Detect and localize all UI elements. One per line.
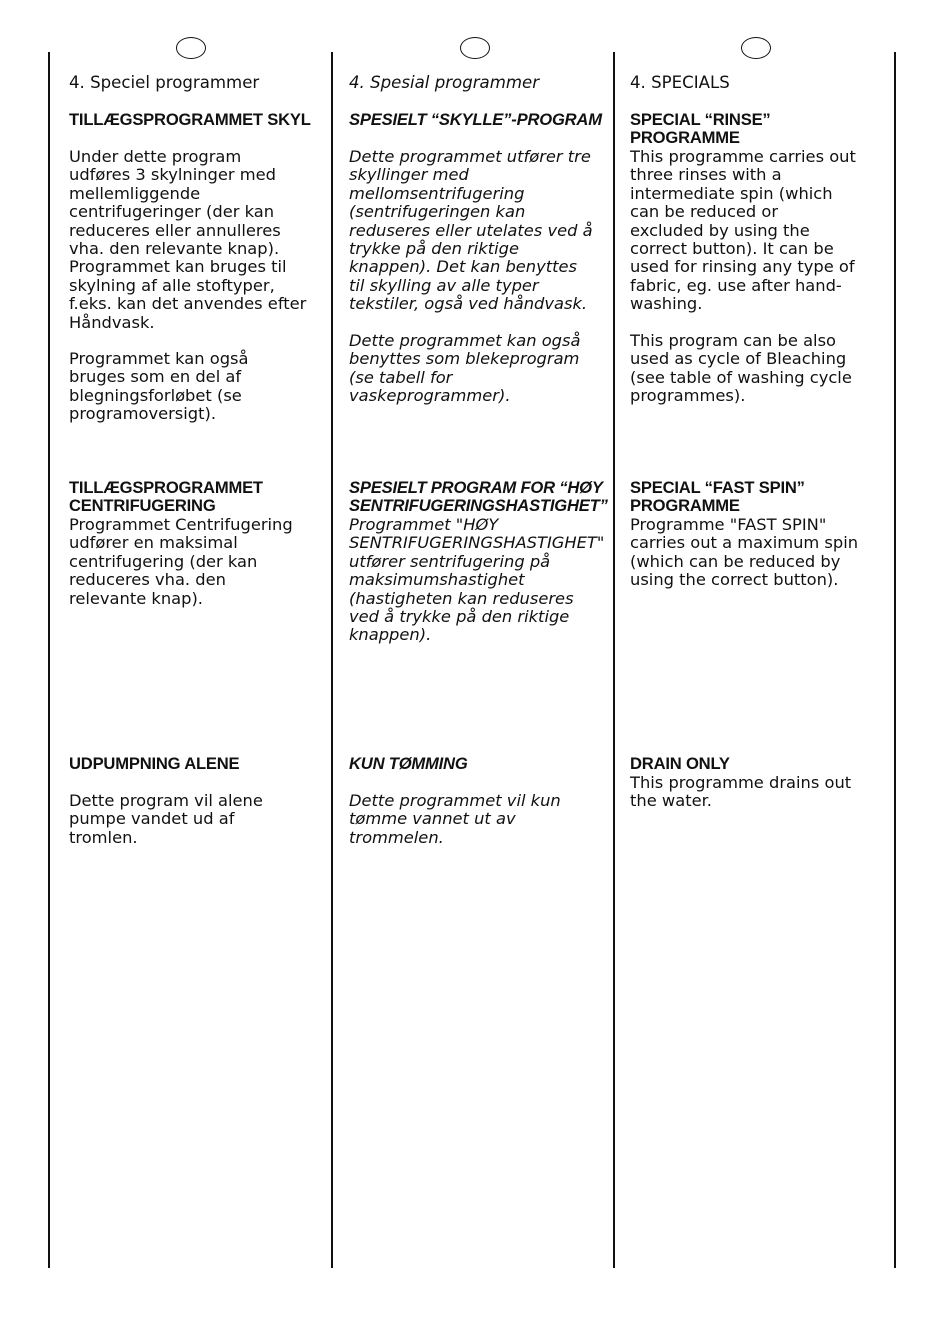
language-circle-icon-2 xyxy=(460,37,490,59)
section-heading: SPECIAL “RINSE” PROGRAMME xyxy=(630,110,771,148)
section-heading: KUN TØMMING xyxy=(349,754,468,773)
paragraph: Under dette program udføres 3 skylninger med mellemliggende centrifugeringer (der kan reduceres eller annulleres vha. den relevante knap). Programmet kan bruges til skylning af alle stoftyper, f.eks. kan det anvendes efter Håndvask. xyxy=(69,147,307,332)
section-heading: SPESIELT “SKYLLE”-PROGRAM xyxy=(349,110,602,129)
paragraph: Dette program vil alene pumpe vandet ud af tromlen. xyxy=(69,791,263,847)
section-heading: DRAIN ONLY xyxy=(630,754,730,773)
column-title: 4. SPECIALS xyxy=(630,73,730,92)
section-heading: TILLÆGSPROGRAMMET SKYL xyxy=(69,110,311,129)
paragraph: Dette programmet vil kun tømme vannet ut av trommelen. xyxy=(349,791,561,847)
paragraph: Programmet "HØY SENTRIFUGERINGSHASTIGHET" utfører sentrifugering på maksimumshastighet (hastigheten kan reduseres ved å trykke på den riktige knappen). xyxy=(349,515,605,645)
language-circle-icon-1 xyxy=(176,37,206,59)
paragraph: Programmet kan også bruges som en del af blegningsforløbet (se programoversigt). xyxy=(69,349,249,424)
section-heading: UDPUMPNING ALENE xyxy=(69,754,240,773)
paragraph: Programmet Centrifugering udfører en maksimal centrifugering (der kan reduceres vha. den relevante knap). xyxy=(69,515,293,608)
section-heading: TILLÆGSPROGRAMMET CENTRIFUGERING xyxy=(69,478,263,516)
right-border-line xyxy=(894,52,896,1268)
language-circle-icon-3 xyxy=(741,37,771,59)
column-divider-1 xyxy=(331,52,333,1268)
column-divider-2 xyxy=(613,52,615,1268)
left-border-line xyxy=(48,52,50,1268)
column-title: 4. Spesial programmer xyxy=(349,73,540,92)
column-title: 4. Speciel programmer xyxy=(69,73,260,92)
paragraph: This programme carries out three rinses with a intermediate spin (which can be reduced or excluded by using the correct button). It can be used for rinsing any type of fabric, eg. use after hand- washing. xyxy=(630,147,856,314)
section-heading: SPECIAL “FAST SPIN” PROGRAMME xyxy=(630,478,805,516)
paragraph: This program can be also used as cycle of Bleaching (see table of washing cycle programmes). xyxy=(630,331,852,406)
paragraph: This programme drains out the water. xyxy=(630,773,852,811)
paragraph: Dette programmet utfører tre skyllinger med mellomsentrifugering (sentrifugeringen kan reduseres eller utelates ved å trykke på den riktige knappen). Det kan benyttes til skylling av alle typer tekstiler, også ved håndvask. xyxy=(349,147,593,314)
paragraph: Dette programmet kan også benyttes som blekeprogram (se tabell for vaskeprogrammer). xyxy=(349,331,581,406)
paragraph: Programme "FAST SPIN" carries out a maximum spin (which can be reduced by using the correct button). xyxy=(630,515,859,590)
section-heading: SPESIELT PROGRAM FOR “HØY SENTRIFUGERINGSHASTIGHET” xyxy=(349,478,608,516)
